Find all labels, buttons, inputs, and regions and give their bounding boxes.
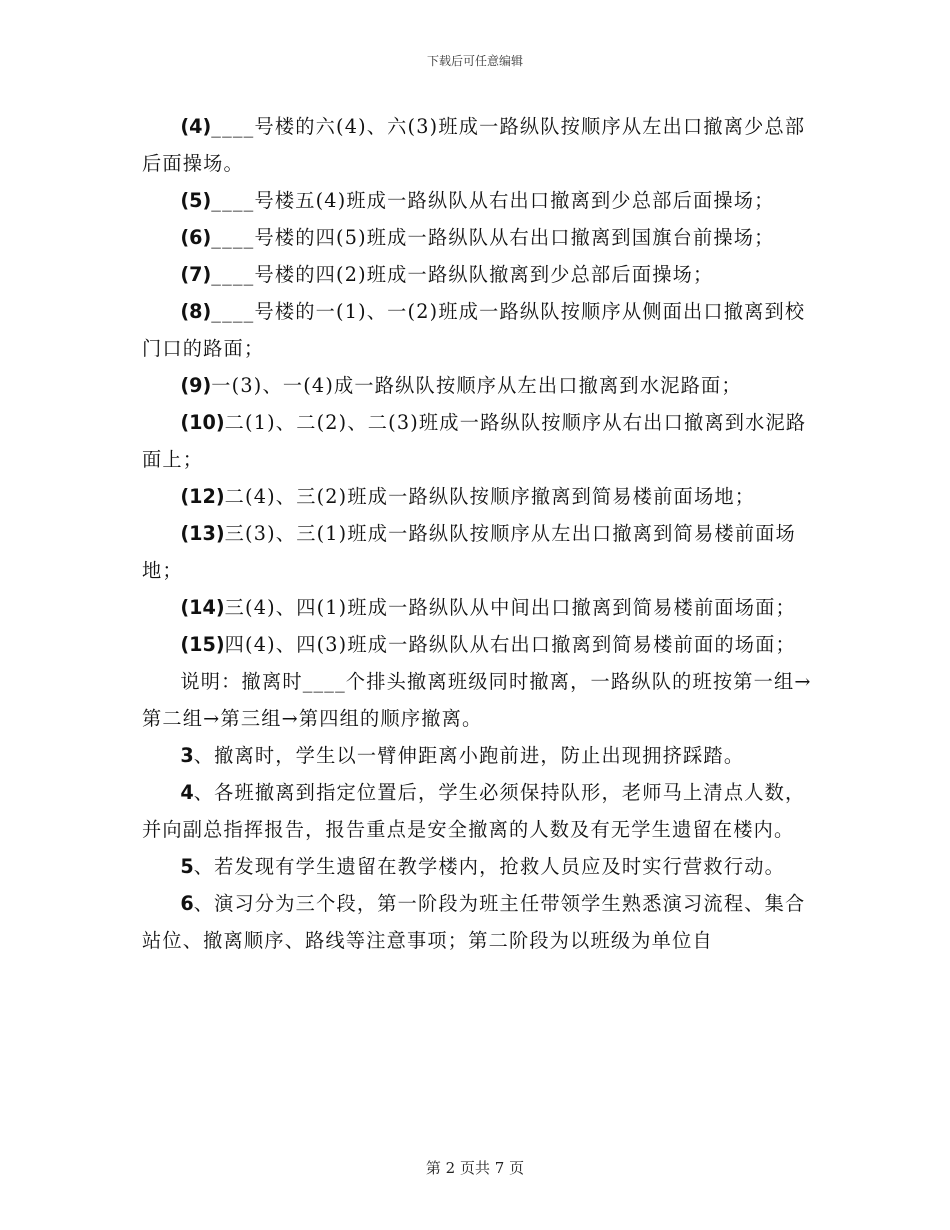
paragraph-item-4: [142, 774, 822, 848]
item-number: (6): [180, 226, 212, 249]
page-header: 下载后可任意编辑: [426, 54, 523, 68]
item-number: 6: [180, 892, 194, 915]
item-number: (12): [180, 485, 225, 508]
paragraph-5: [142, 182, 822, 219]
paragraph-text: ____号楼五(4)班成一路纵队从右出口撤离到少总部后面操场；: [211, 189, 775, 212]
paragraph-text: ____号楼的四(5)班成一路纵队从右出口撤离到国旗台前操场；: [211, 226, 775, 249]
item-number: (14): [180, 596, 225, 619]
paragraph-text: 、演习分为三个段，第一阶段为班主任带领学生熟悉演习流程、集合站位、撤离顺序、路线等注意事项；第二阶段为以班级为单位自: [142, 892, 806, 952]
item-number: 4: [180, 781, 194, 804]
paragraph-text: 二(1)、二(2)、二(3)班成一路纵队按顺序从右出口撤离到水泥路面上；: [142, 411, 807, 471]
paragraph-text: ____号楼的四(2)班成一路纵队撤离到少总部后面操场；: [211, 263, 714, 286]
paragraph-item-5: [142, 848, 822, 885]
paragraph-9: [142, 367, 822, 404]
item-number: 3: [180, 744, 194, 767]
document-body: [142, 108, 822, 959]
item-number: (10): [180, 411, 225, 434]
paragraph-4: [142, 108, 822, 182]
paragraph-text: 四(4)、四(3)班成一路纵队从右出口撤离到简易楼前面的场面；: [224, 633, 796, 656]
item-number: (13): [180, 522, 225, 545]
paragraph-14: [142, 589, 822, 626]
item-number: (9): [180, 374, 212, 397]
paragraph-text: 三(4)、四(1)班成一路纵队从中间出口撤离到简易楼前面场面；: [224, 596, 796, 619]
paragraph-text: 二(4)、三(2)班成一路纵队按顺序撤离到简易楼前面场地；: [224, 485, 756, 508]
paragraph-text: ____号楼的六(4)、六(3)班成一路纵队按顺序从左出口撤离少总部后面操场。: [142, 115, 806, 175]
paragraph-6: [142, 219, 822, 256]
item-number: (15): [180, 633, 225, 656]
paragraph-8: [142, 293, 822, 367]
paragraph-note: [142, 663, 822, 737]
paragraph-item-3: [142, 737, 822, 774]
paragraph-text: ____号楼的一(1)、一(2)班成一路纵队按顺序从侧面出口撤离到校门口的路面；: [142, 300, 806, 360]
page-footer: 第 2 页共 7 页: [425, 1159, 525, 1177]
paragraph-item-6: [142, 885, 822, 959]
item-number: (4): [180, 115, 212, 138]
paragraph-12: [142, 478, 822, 515]
paragraph-15: [142, 626, 822, 663]
item-number: (7): [180, 263, 212, 286]
paragraph-10: [142, 404, 822, 478]
paragraph-13: [142, 515, 822, 589]
paragraph-text: 、若发现有学生遗留在教学楼内，抢救人员应及时实行营救行动。: [193, 855, 785, 878]
paragraph-7: [142, 256, 822, 293]
item-number: 5: [180, 855, 194, 878]
paragraph-text: 、各班撤离到指定位置后，学生必须保持队形，老师马上清点人数，并向副总指挥报告，报告重点是安全撤离的人数及有无学生遗留在楼内。: [142, 781, 806, 841]
paragraph-text: 一(3)、一(4)成一路纵队按顺序从左出口撤离到水泥路面；: [211, 374, 742, 397]
item-number: (8): [180, 300, 212, 323]
item-number: (5): [180, 189, 212, 212]
paragraph-text: 三(3)、三(1)班成一路纵队按顺序从左出口撤离到简易楼前面场地；: [142, 522, 796, 582]
paragraph-text: 、撤离时，学生以一臂伸距离小跑前进，防止出现拥挤踩踏。: [193, 744, 745, 767]
paragraph-text: 说明：撤离时____个排头撤离班级同时撤离，一路纵队的班按第一组→第二组→第三组→第四组的顺序撤离。: [142, 670, 812, 730]
